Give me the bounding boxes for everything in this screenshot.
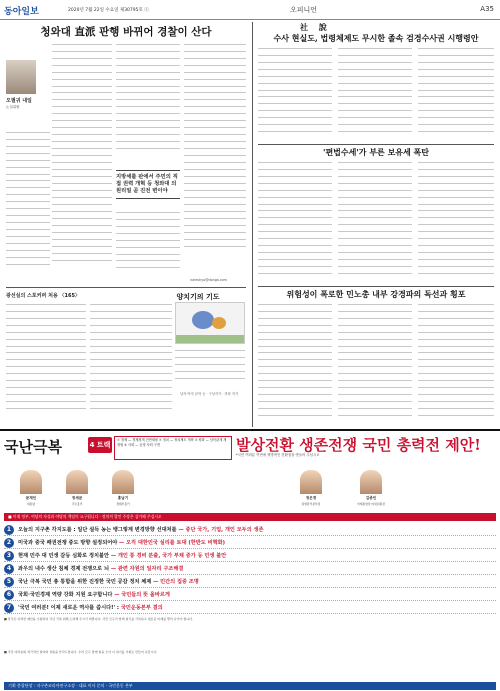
ad-footer: 기획 총괄단장 : 지구촌코리아연구소장 · 대표 이사 문의 · 국민운동 본부 xyxy=(4,682,496,690)
editorial-body-2b xyxy=(338,160,412,284)
ad-banner: ■ 이제 정부, 여당의 자성과 야당의 책임이 요구됩니다 · 정치적 발언 주장은 삼가해 주십시오 xyxy=(4,513,496,521)
column-divider xyxy=(252,22,253,427)
item-text: 국난 극복 국민 총 통합을 위한 진정한 국민 공감 정치 체제 — 민간의 집중 조명 xyxy=(18,579,199,585)
column-headline[interactable]: 청와대 直派 판행 바뀌어 경찰이 산다 xyxy=(40,26,212,38)
person-name: 김종인 xyxy=(365,496,377,500)
ad-list-item xyxy=(4,602,496,614)
editorial-body-3a xyxy=(258,302,332,426)
person-role: 미래통합당 비대위원장 xyxy=(357,502,385,506)
ad-badge: 4 트랙 xyxy=(88,437,112,453)
item-number: 2 xyxy=(4,538,14,548)
bird-figure xyxy=(192,311,214,329)
ad-title-left: 국난극복 xyxy=(4,438,62,456)
ad-fineprint-2: ■ 국민 여러분의 적극적인 참여와 성원을 부탁드립니다. 우리 모두 함께 힘을 모아 이 위기를 기회로 만들어 나갑시다. xyxy=(4,650,158,654)
editorial-body-2a xyxy=(258,160,332,284)
essay-body-3 xyxy=(175,348,245,388)
item-text: '국민 여러분! 이제 새로운 역사를 씁시다!' : 국민운동본부 결의 xyxy=(18,605,163,611)
ad-list-item xyxy=(4,589,496,601)
person-role: 국무총리 xyxy=(71,502,83,506)
divider xyxy=(258,144,494,145)
person-name: 홍남기 xyxy=(117,496,129,500)
editorial-body-2c xyxy=(418,160,494,284)
item-text: 좌우의 내수 생산 침체 경제 전쟁으로 뇌 — 관련 자원의 일자리 구조해결 xyxy=(18,566,184,572)
essay-body-2 xyxy=(90,302,172,422)
author-role: 논설위원 xyxy=(6,105,20,109)
ad-list-item xyxy=(4,550,496,562)
editorial-body-3c xyxy=(418,302,494,426)
section-label: 오피니언 xyxy=(290,6,318,14)
item-text: 국회·국민경제 역량 강화 지원 요구합니다 — 국민들의 뜻 올바르게 xyxy=(18,592,170,598)
ad-track-box: ① 경제 — 경제정책 전면재평 ② 정치 — 정치제도 개혁 ③ 평화 — 남북관계 재정립 ④ 사회 — 공정 사회 구현 xyxy=(114,436,232,460)
chick-figure xyxy=(212,317,226,329)
person-role: 대통령 xyxy=(26,502,36,506)
newspaper-logo[interactable]: 동아일보 xyxy=(4,7,39,17)
editorial-body-1c xyxy=(418,46,494,142)
column-body-1 xyxy=(52,42,112,278)
author-email[interactable]: nareshyo@donga.com xyxy=(190,278,227,282)
essay-body-1 xyxy=(6,302,86,422)
item-text: 오늘의 지구촌 각지도를 : 일단 설득 농는 뱅그렇계 변경방향 선대처를 — 중단 국가, 기업, 개인 모두의 생존 xyxy=(18,527,264,533)
ad-list-item xyxy=(4,576,496,588)
ad-fineprint-1: ■ 당국은 이러한 제안을 수렴하여 국난 극복 위해 노력해 주시기 바랍니다. 국민 모두가 함께 위기를 극복하고 새로운 미래를 열어 나가야 합니다. xyxy=(4,617,194,621)
column-body-2 xyxy=(6,130,50,280)
divider xyxy=(258,286,494,287)
person-name: 문재인 xyxy=(25,496,37,500)
item-number: 7 xyxy=(4,603,14,613)
ad-list-item xyxy=(4,537,496,549)
avatar xyxy=(20,470,42,494)
editorial-headline-1[interactable]: 수사 현실도, 법령체제도 무시한 졸속 검경수사권 시행령안 xyxy=(273,33,479,43)
ad-divider xyxy=(0,429,500,431)
person-role: 경제부총리 xyxy=(116,502,130,506)
column-body-3 xyxy=(116,42,180,167)
dateline: 2020년 7월 22일 수요일 제30795호 ⓐ xyxy=(68,8,149,13)
item-number: 6 xyxy=(4,590,14,600)
ad-subtitle: *국민 여러분 이번에 혁명적인 전환점을 만들어 주십시오 xyxy=(236,453,320,457)
essay-authors: 남자·여자 문학 등 · 구성작가 · 만화 작가 xyxy=(180,392,239,396)
cartoon-illustration xyxy=(175,302,245,344)
editorial-body-3b xyxy=(338,302,412,426)
divider xyxy=(6,287,246,288)
byline xyxy=(6,60,50,128)
author-photo xyxy=(6,60,36,94)
editorial-body-1a xyxy=(258,46,332,142)
avatar xyxy=(300,470,322,494)
series-label: 광선실의 스포커퍼 처용 〈165〉 xyxy=(6,293,80,299)
ad-list-item xyxy=(4,563,496,575)
column-body-5 xyxy=(116,210,180,280)
item-text: 미국과 중국 패권전쟁 중도 방향 설정되어야 — 오직 대한민국 실리를 토대 (한반도 비핵화) xyxy=(18,540,226,546)
avatar xyxy=(360,470,382,494)
author-name: 오필귀 내일 xyxy=(6,98,32,104)
person-role: 질병관리본부장 xyxy=(301,502,321,506)
column-body-4 xyxy=(184,42,246,278)
item-number: 4 xyxy=(4,564,14,574)
pull-quote: 지방세를 판에서 주민의 직접 권력 개혁 등 청와대 의원리얼 곧 진전 변이야 xyxy=(116,170,180,199)
editorial-body-1b xyxy=(338,46,412,142)
ad-title-right: 발상전환 생존전쟁 국민 총력전 제안! xyxy=(236,436,481,454)
editorial-headline-3[interactable]: 위험성이 폭로한 민노총 내부 강경파의 독선과 횡포 xyxy=(286,289,466,299)
avatar xyxy=(112,470,134,494)
editorial-headline-2[interactable]: '편법수세'가 부른 보유세 폭탄 xyxy=(323,147,429,157)
person-name: 정세균 xyxy=(71,496,83,500)
person-name: 정은경 xyxy=(305,496,317,500)
item-number: 1 xyxy=(4,525,14,535)
item-number: 3 xyxy=(4,551,14,561)
essay-title[interactable]: 양치기의 기도 xyxy=(176,293,220,301)
item-number: 5 xyxy=(4,577,14,587)
ad-list-item xyxy=(4,524,496,536)
item-text: 현재 민주 대 민생 갈등 심화로 정치불안 — 개인 통 경비 분출, 국가 부채 증가 등 민생 불안 xyxy=(18,553,227,559)
page-number: A35 xyxy=(480,5,494,13)
editorial-label: 社 說 xyxy=(300,23,331,32)
grass-ground xyxy=(176,335,244,343)
avatar xyxy=(66,470,88,494)
